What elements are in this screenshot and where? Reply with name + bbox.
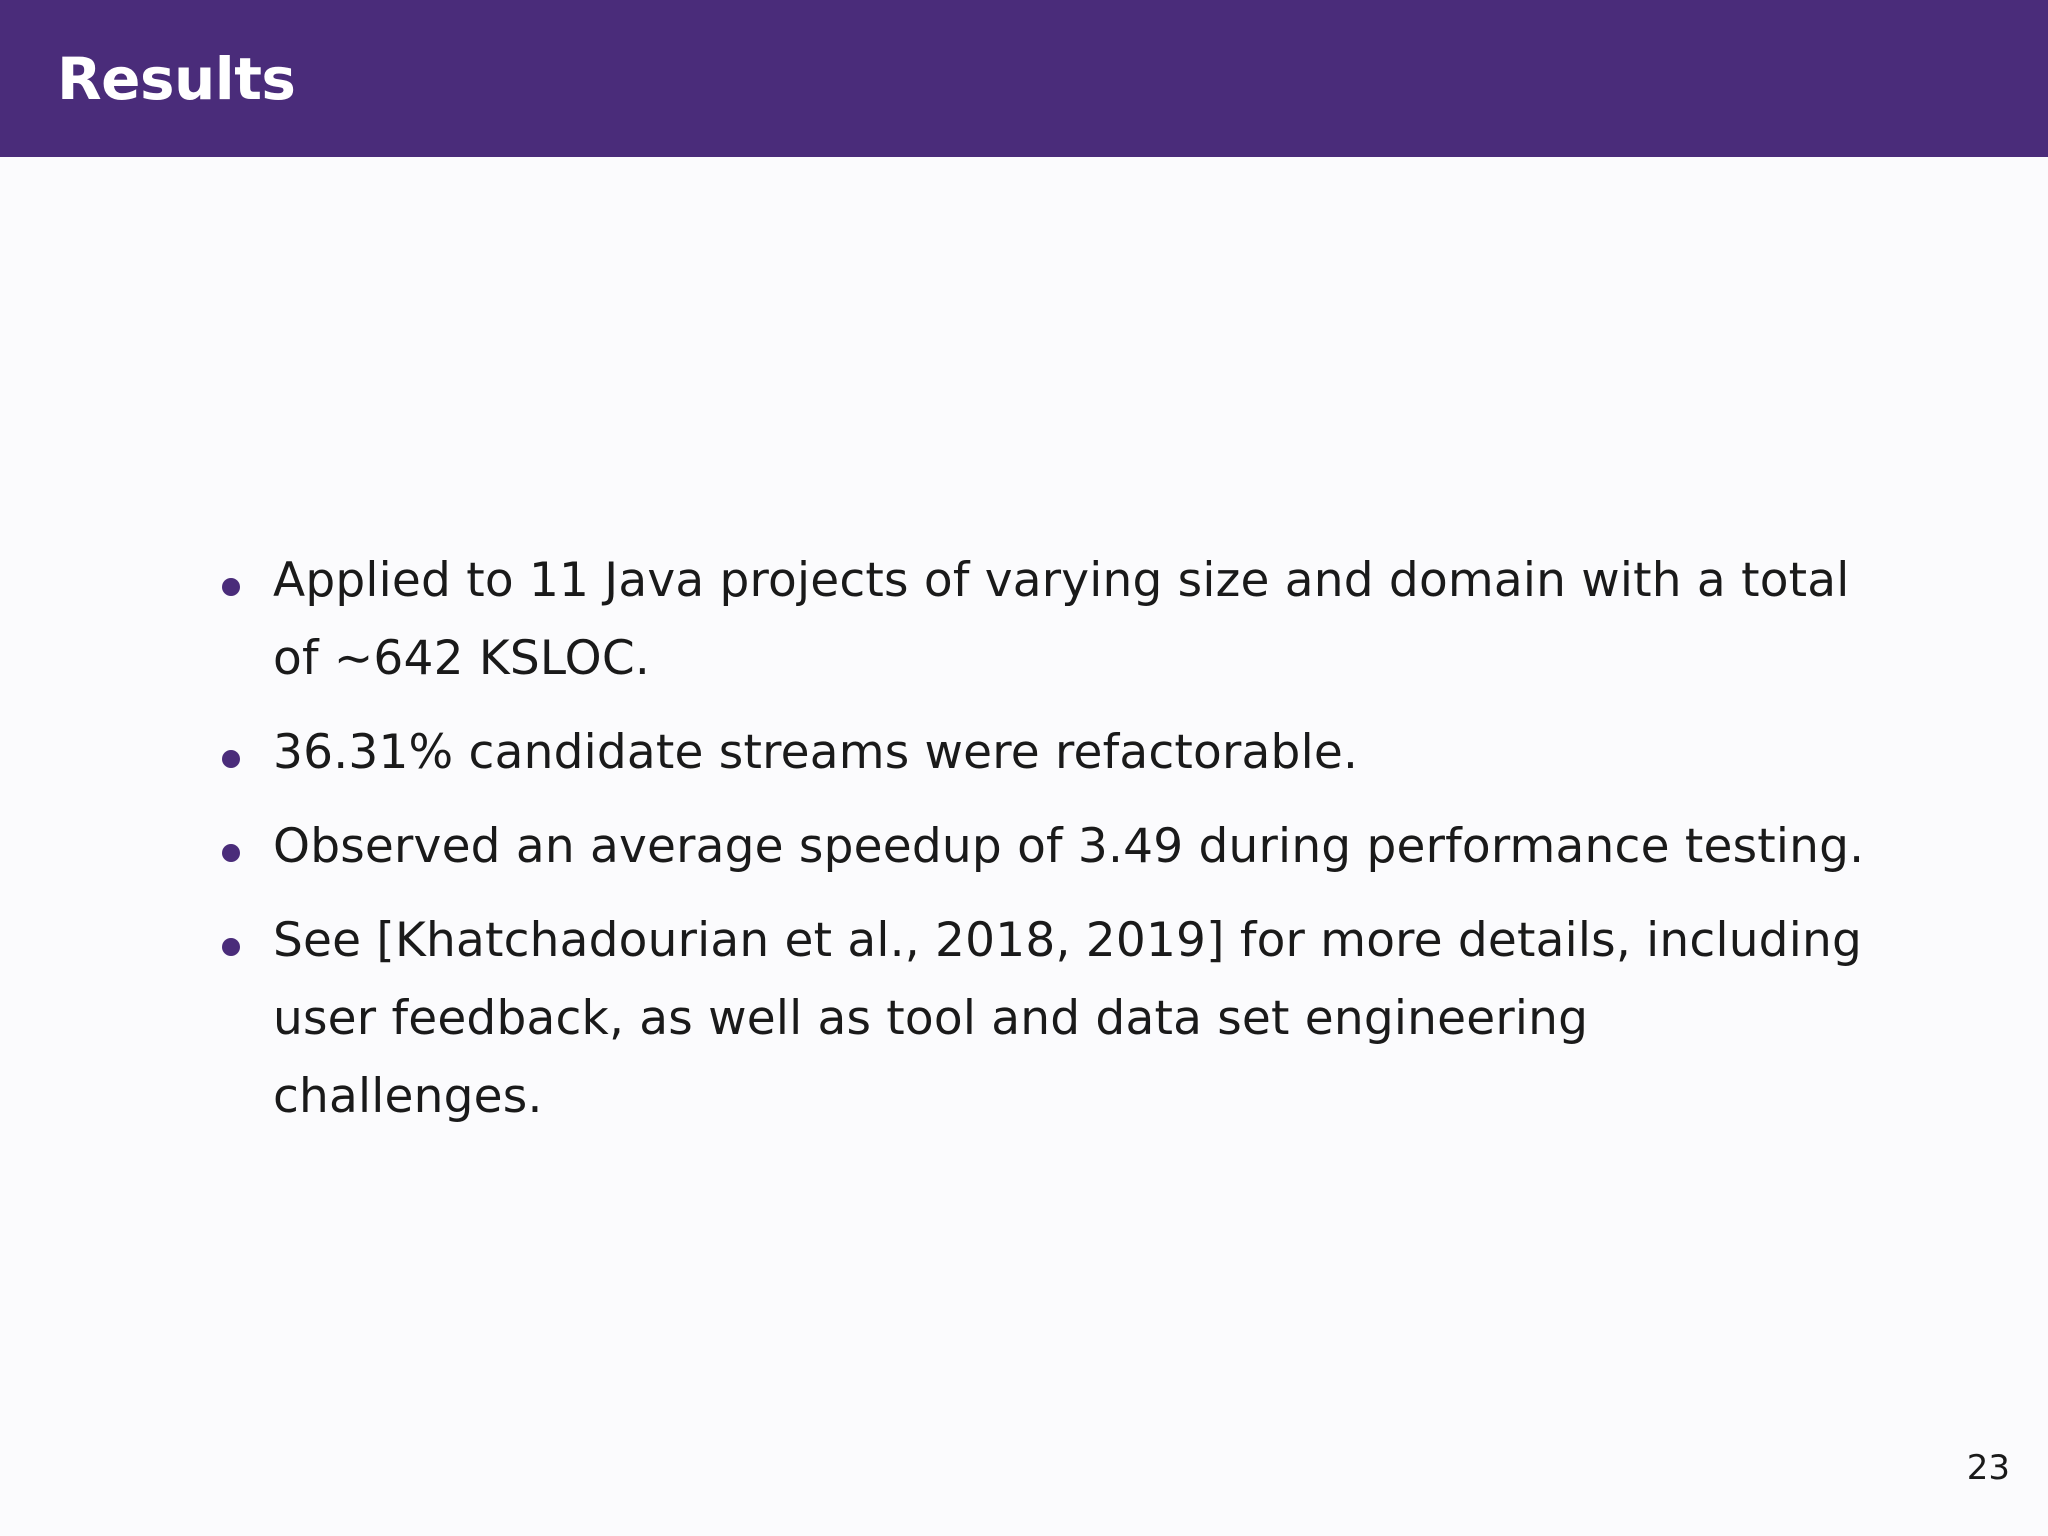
bullet-icon: [222, 578, 240, 596]
bullet-icon: [222, 938, 240, 956]
title-bar: [0, 0, 2048, 157]
bullet-text: See [Khatchadourian et al., 2018, 2019] for more details, including user feedback, as well as tool and data set engineering challenges.: [273, 913, 1863, 1124]
bullet-list: [222, 542, 1872, 1152]
bullet-icon: [222, 844, 240, 862]
bullet-item: [222, 714, 1872, 792]
page-number: 23: [1966, 1448, 2010, 1488]
bullet-item: [222, 808, 1872, 886]
bullet-item: [222, 902, 1872, 1136]
slide-title: Results: [57, 45, 296, 113]
bullet-item: [222, 542, 1872, 698]
bullet-text: Observed an average speedup of 3.49 during performance testing.: [273, 819, 1865, 874]
bullet-icon: [222, 750, 240, 768]
bullet-text: 36.31% candidate streams were refactorable.: [273, 725, 1359, 780]
bullet-text: Applied to 11 Java projects of varying size and domain with a total of ∼642 KSLOC.: [273, 553, 1850, 686]
